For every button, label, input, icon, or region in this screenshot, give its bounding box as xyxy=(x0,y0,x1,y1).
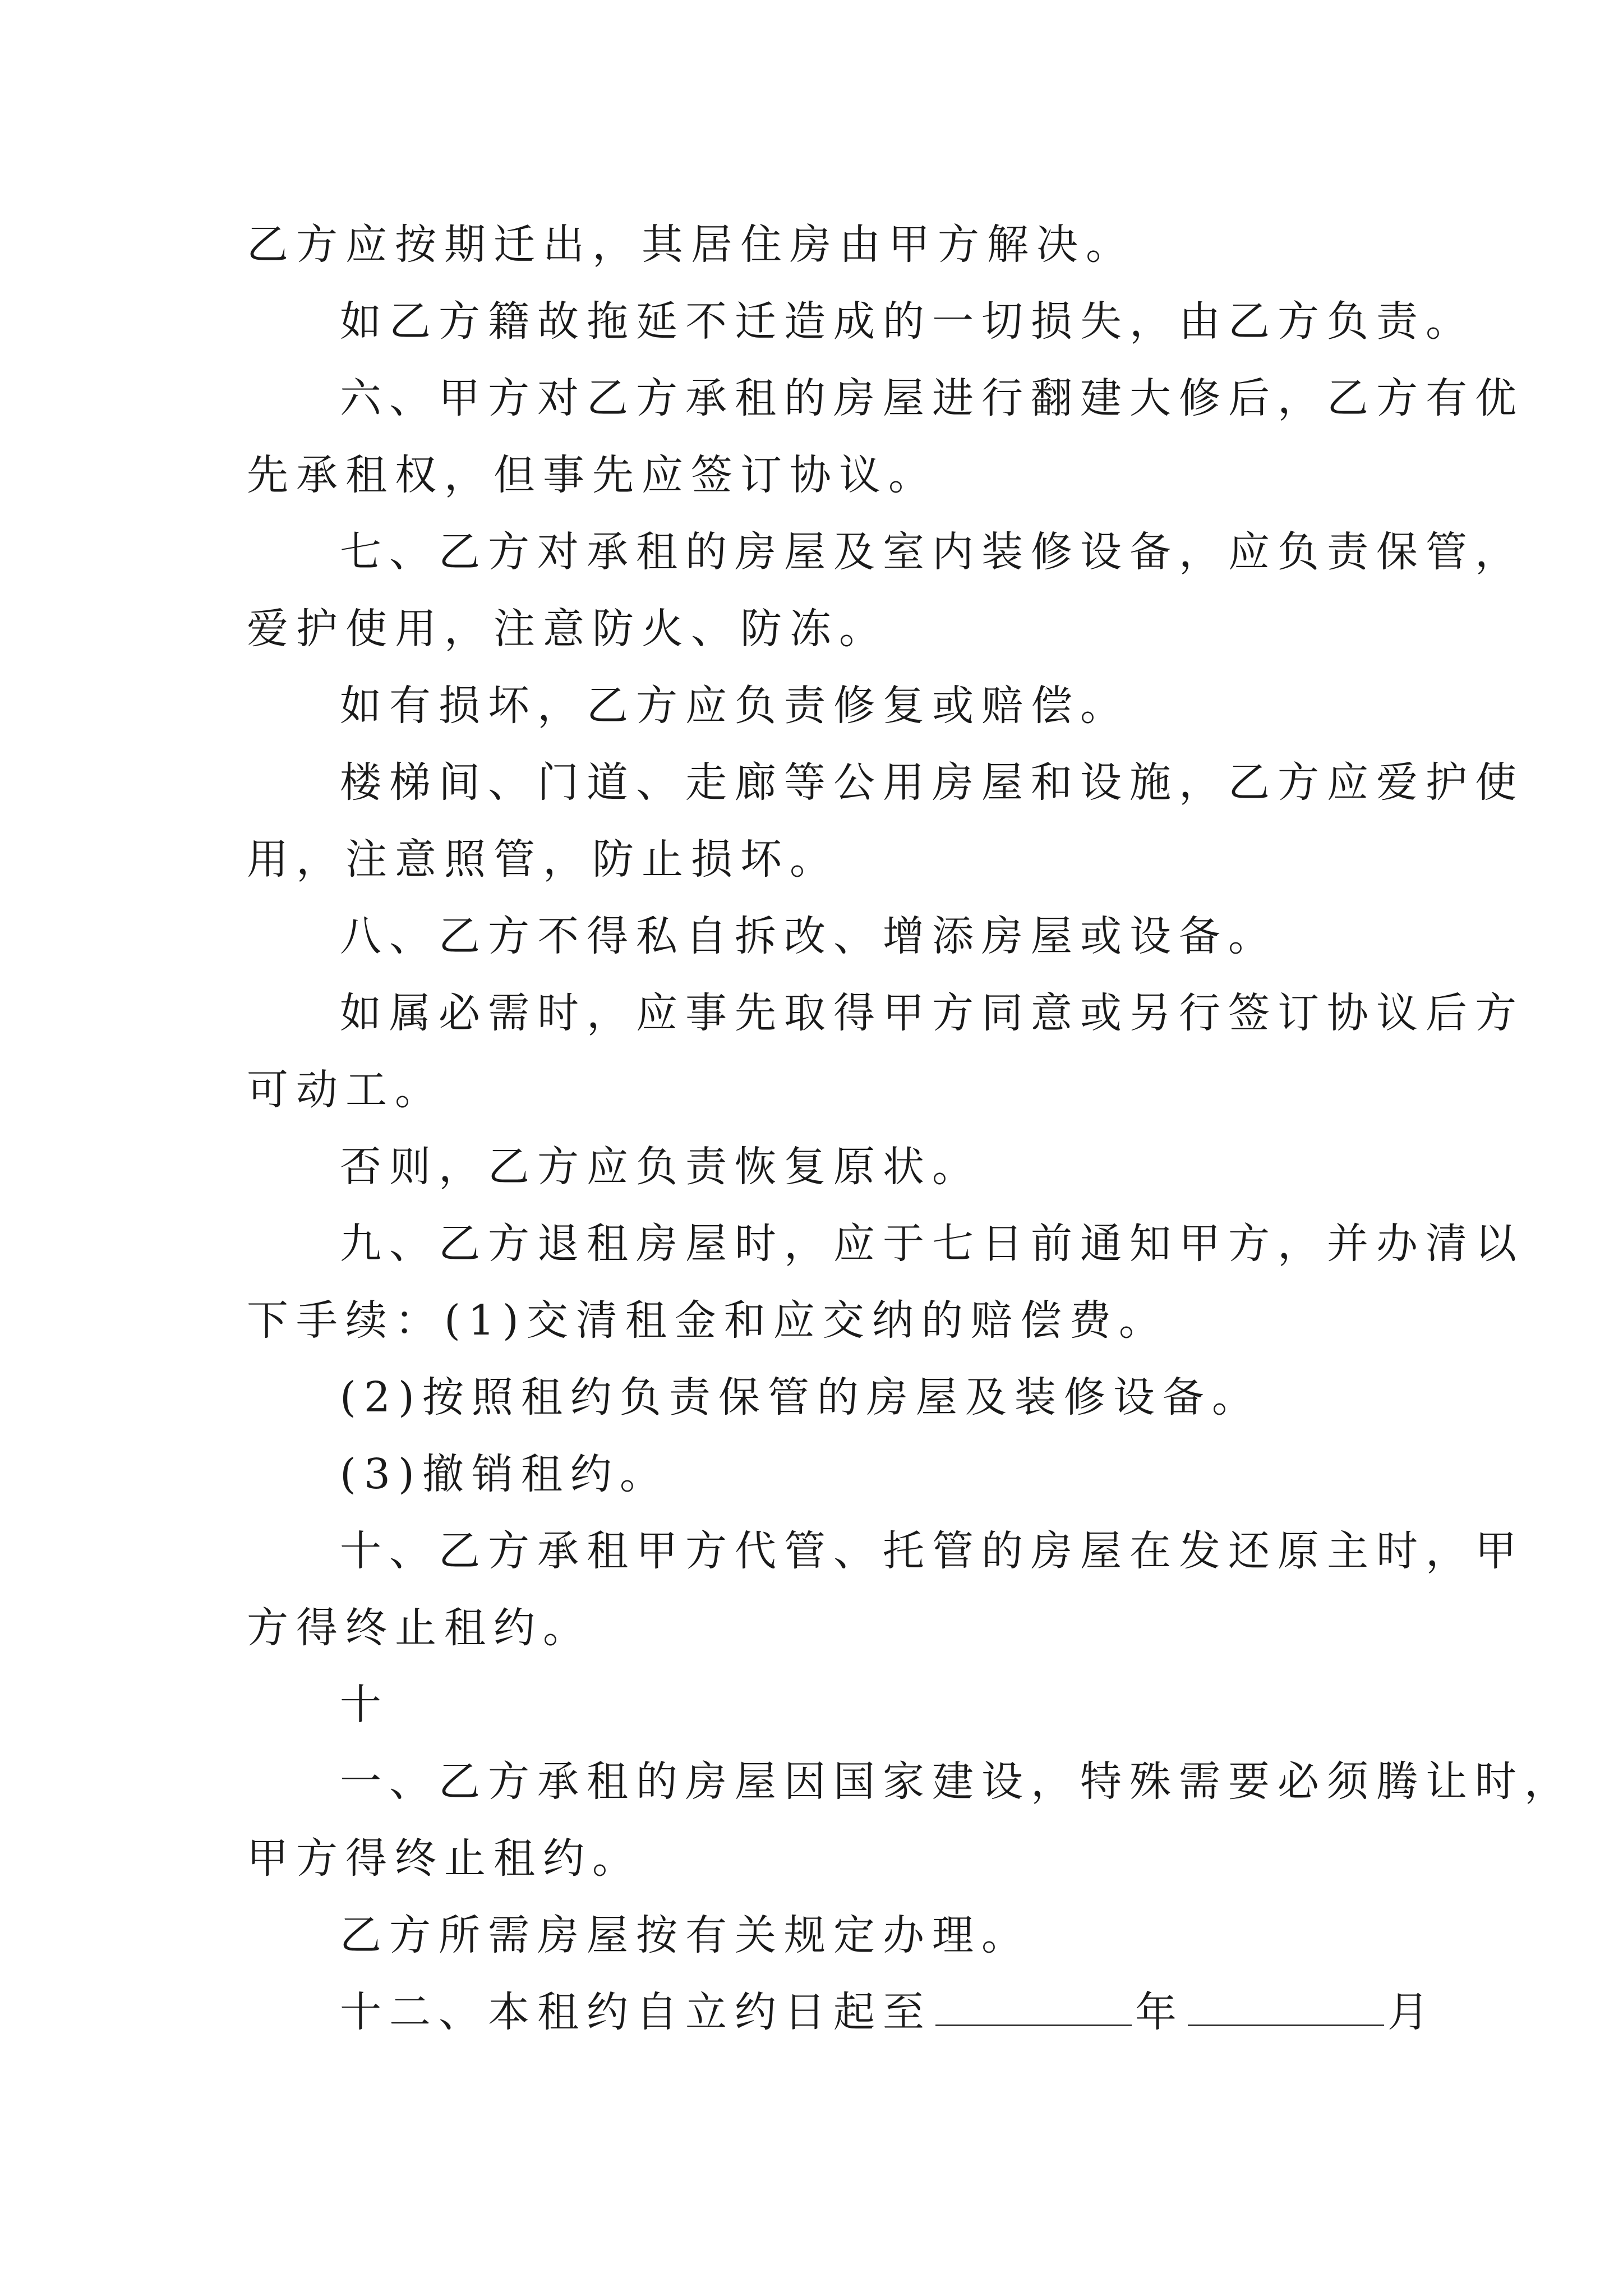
text-line: 六、甲方对乙方承租的房屋进行翻建大修后，乙方有优 xyxy=(340,374,1524,422)
text-line: 如乙方籍故拖延不迁造成的一切损失，由乙方负责。 xyxy=(340,297,1475,346)
paragraph-term-twelve xyxy=(247,1974,1437,2051)
text-line: 甲方得终止租约。 xyxy=(247,1834,642,1883)
text-line: (3)撤销租约。 xyxy=(340,1450,669,1498)
text-line: 一、乙方承租的房屋因国家建设，特殊需要必须腾让时， xyxy=(340,1757,1574,1806)
text-line: 乙方应按期迁出，其居住房由甲方解决。 xyxy=(247,220,1135,269)
text-line: 可动工。 xyxy=(247,1066,444,1114)
text-line: 楼梯间、门道、走廊等公用房屋和设施，乙方应爱护使 xyxy=(340,758,1524,807)
year-blank[interactable] xyxy=(935,1983,1132,2026)
text-line: 用，注意照管，防止损坏。 xyxy=(247,835,839,884)
document-body xyxy=(247,206,1574,2051)
text-line: 十、乙方承租甲方代管、托管的房屋在发还原主时，甲 xyxy=(340,1527,1524,1575)
text-line: 八、乙方不得私自拆改、增添房屋或设备。 xyxy=(340,912,1278,960)
text-line: 下手续：(1)交清租金和应交纳的赔偿费。 xyxy=(247,1296,1168,1345)
month-blank[interactable] xyxy=(1188,1983,1384,2026)
text-line: 七、乙方对承租的房屋及室内装修设备，应负责保管， xyxy=(340,528,1524,576)
text-line: 否则，乙方应负责恢复原状。 xyxy=(340,1143,981,1191)
month-label: 月 xyxy=(1387,1988,1437,2036)
text-line: (2)按照租约负责保管的房屋及装修设备。 xyxy=(340,1373,1261,1421)
text-line: 如有损坏，乙方应负责修复或赔偿。 xyxy=(340,682,1129,730)
text-line: 先承租权，但事先应签订协议。 xyxy=(247,451,938,499)
term-twelve-text: 十二、本租约自立约日起至 xyxy=(340,1988,932,2036)
text-line: 十 xyxy=(340,1681,389,1729)
text-line: 如属必需时，应事先取得甲方同意或另行签订协议后方 xyxy=(340,989,1524,1037)
year-label: 年 xyxy=(1135,1988,1184,2036)
text-line: 乙方所需房屋按有关规定办理。 xyxy=(340,1911,1031,1959)
text-line: 九、乙方退租房屋时，应于七日前通知甲方，并办清以 xyxy=(340,1220,1524,1268)
text-line: 爱护使用，注意防火、防冻。 xyxy=(247,605,888,653)
text-line: 方得终止租约。 xyxy=(247,1604,592,1652)
